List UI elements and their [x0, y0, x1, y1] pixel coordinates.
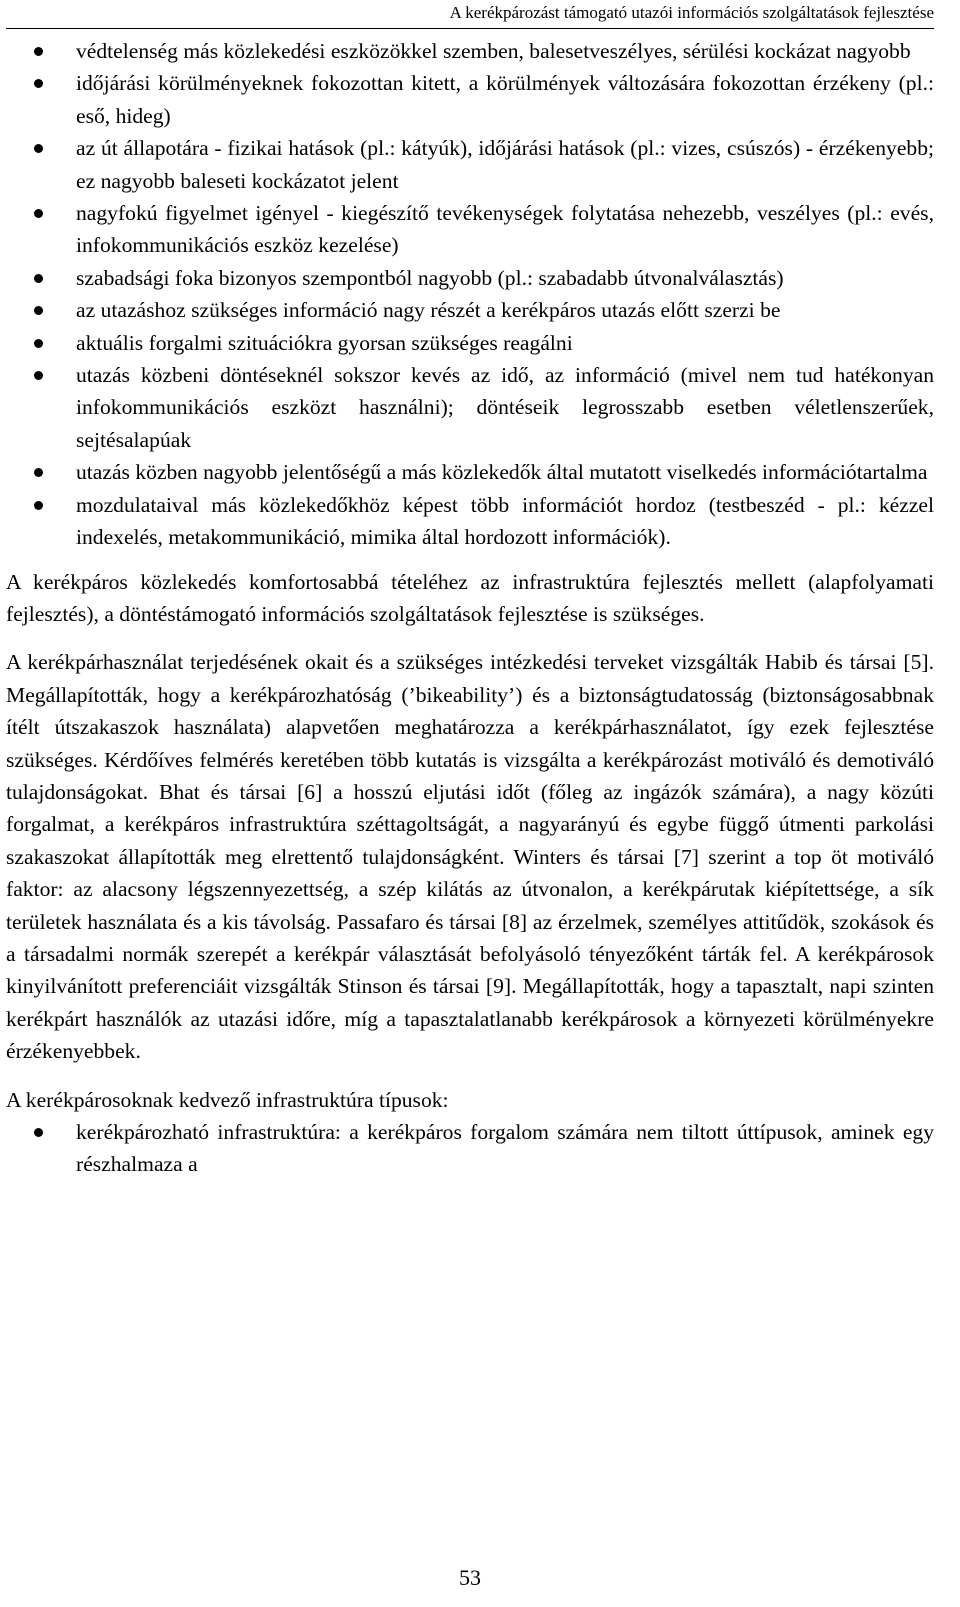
header-rule	[6, 28, 934, 29]
list-item-text: az út állapotára - fizikai hatások (pl.: kátyúk), időjárási hatások (pl.: vizes, csúszós) - érzékenyebb; ez nagyobb baleseti kockázatot jelent	[76, 136, 934, 193]
page-content	[6, 35, 934, 1181]
paragraph-literature-review: A kerékpárhasználat terjedésének okait és a szükséges intézkedési terveket vizsgálták Habib és társai [5]. Megállapították, hogy a kerékpározhatóság (’bikeability’) és a biztonságtudatosság (biztonságosabbnak ítélt útszakaszok használata) alapvetően meghatározza a kerékpárhasználatot, így ezek fejlesztése szükséges. Kérdőíves felmérés keretében több kutatás is vizsgálta a kerékpározást motiváló és demotiváló tulajdonságokat. Bhat és társai [6] a hosszú eljutási időt (főleg az ingázók számára), a nagy közúti forgalmat, a kerékpáros infrastruktúra széttagoltságát, a nagyarányú és egybe függő útmenti parkolási szakaszokat állapították meg elrettentő tulajdonságként. Winters és társai [7] szerint a top öt motiváló faktor: az alacsony légszennyezettség, a szép kilátás az útvonalon, a kerékpárutak kiépítettsége, a sík területek használata és a kis távolság. Passafaro és társai [8] az érzelmek, személyes attitűdök, szokások és a társadalmi normák szerepét a kerékpár választását befolyásoló tényezőként tárták fel. A kerékpárosok kinyilvánított preferenciáit vizsgálták Stinson és társai [9]. Megállapították, hogy a tapasztalt, napi szinten kerékpárt használók az utazási időre, míg a tapasztalatlanabb kerékpárosok a környezeti körülményekre érzékenyebbek.	[6, 650, 934, 1064]
list-item-text: aktuális forgalmi szituációkra gyorsan szükséges reagálni	[76, 330, 573, 355]
bullet-list-bottom	[6, 1116, 934, 1181]
list-item	[6, 294, 934, 326]
bullet-icon	[34, 274, 43, 283]
list-item	[6, 1116, 934, 1181]
list-item-text: védtelenség más közlekedési eszközökkel szemben, balesetveszélyes, sérülési kockázat nagyobb	[76, 39, 911, 63]
bullet-icon	[34, 209, 43, 218]
bullet-icon	[34, 306, 43, 315]
list-item-text: időjárási körülményeknek fokozottan kitett, a körülmények változására fokozottan érzékeny (pl.: eső, hideg)	[76, 71, 934, 128]
paragraph-infrastructure: A kerékpáros közlekedés komfortosabbá tételéhez az infrastruktúra fejlesztés mellett (alapfolyamati fejlesztés), a döntéstámogató információs szolgáltatások fejlesztése is szükséges.	[6, 569, 934, 626]
paragraph-infrastructure-types-intro: A kerékpárosoknak kedvező infrastruktúra típusok:	[6, 1087, 449, 1112]
list-item	[6, 132, 934, 197]
bullet-icon	[34, 501, 43, 510]
bullet-icon	[34, 144, 43, 153]
page-number: 53	[459, 1565, 481, 1590]
list-item	[6, 35, 934, 67]
list-item	[6, 327, 934, 359]
list-item	[6, 197, 934, 262]
running-header: A kerékpározást támogató utazói információs szolgáltatások fejlesztése	[449, 3, 934, 22]
list-item	[6, 67, 934, 132]
list-item	[6, 456, 934, 488]
list-item-text: nagyfokú figyelmet igényel - kiegészítő tevékenységek folytatása nehezebb, veszélyes (pl.: evés, infokommunikációs eszköz kezelése)	[76, 201, 934, 258]
list-item-text: mozdulataival más közlekedőkhöz képest több információt hordoz (testbeszéd - pl.: kézzel indexelés, metakommunikáció, mimika által hordozott információk).	[76, 492, 934, 550]
list-item	[6, 262, 934, 294]
list-item	[6, 489, 934, 554]
bullet-icon	[34, 339, 43, 348]
list-item-text: szabadsági foka bizonyos szempontból nagyobb (pl.: szabadabb útvonalválasztás)	[76, 265, 784, 290]
bullet-icon	[34, 1128, 43, 1137]
bullet-icon	[34, 47, 43, 56]
list-item-text: az utazáshoz szükséges információ nagy részét a kerékpáros utazás előtt szerzi be	[76, 298, 781, 323]
bullet-icon	[34, 371, 43, 380]
list-item-text: utazás közben nagyobb jelentőségű a más közlekedők által mutatott viselkedés információtartalma	[76, 460, 928, 485]
list-item	[6, 359, 934, 456]
bullet-icon	[34, 468, 43, 477]
bullet-icon	[34, 79, 43, 88]
list-item-text: kerékpározható infrastruktúra: a kerékpáros forgalom számára nem tiltott úttípusok, aminek egy részhalmaza a	[76, 1120, 934, 1177]
bullet-list-top	[6, 35, 934, 554]
list-item-text: utazás közbeni döntéseknél sokszor kevés az idő, az információ (mivel nem tud hatékonyan infokommunikációs eszközt használni); döntéseik legrosszabb esetben véletlenszerűek, sejtésalapúak	[76, 363, 934, 452]
